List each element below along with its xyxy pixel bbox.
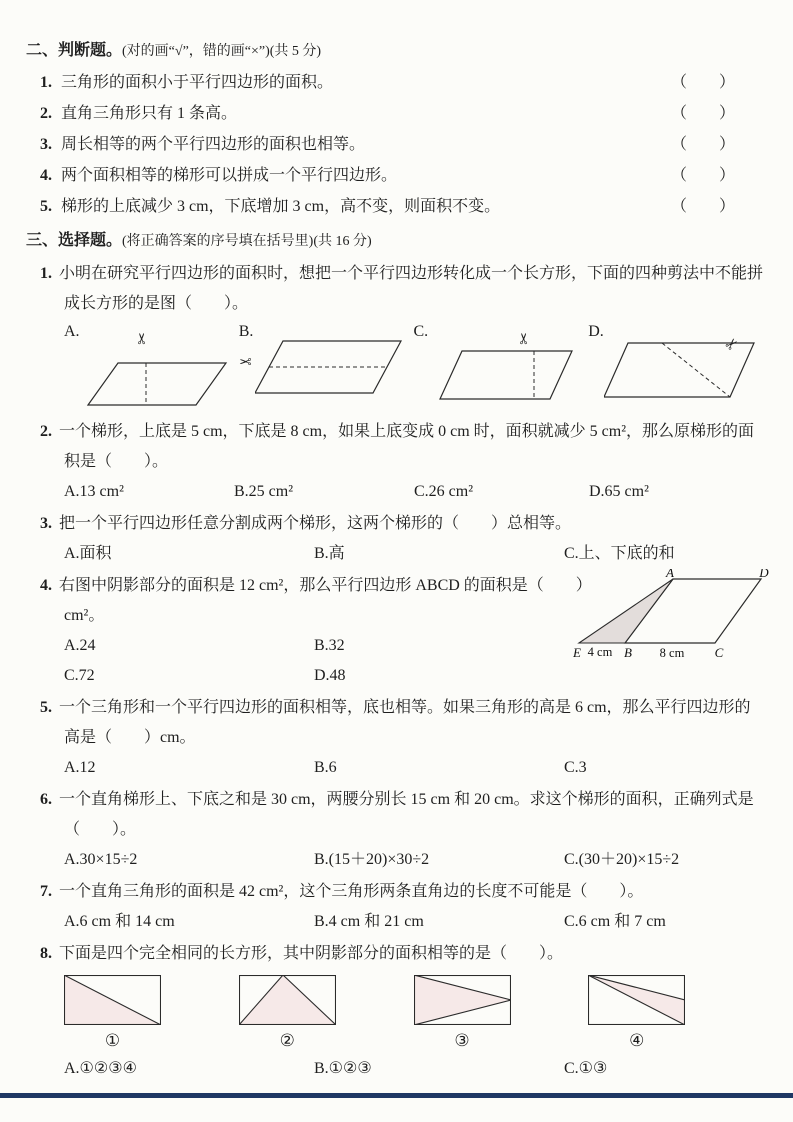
question-number: 7.	[40, 883, 52, 900]
question-5	[26, 693, 763, 753]
judgment-item-3	[40, 129, 763, 160]
question-number: 6.	[40, 791, 52, 808]
question-number: 8.	[40, 945, 52, 962]
option-c: C.3	[564, 759, 587, 776]
figure-label: C.	[413, 323, 429, 340]
scissors-icon: ✂	[238, 353, 252, 371]
answer-bracket: （ ）	[670, 167, 735, 184]
judgment-item-2	[40, 98, 763, 129]
rectangle-diagram-3	[414, 975, 511, 1025]
rectangle-diagram-2	[239, 975, 336, 1025]
item-number: 1.	[40, 74, 52, 91]
item-text: 两个面积相等的梯形可以拼成一个平行四边形。	[61, 167, 398, 184]
figure-label: D.	[588, 323, 604, 340]
question-text: 一个直角梯形上、下底之和是 30 cm，两腰分别长 15 cm 和 20 cm。求这个梯形的面积，正确列式是（ ）。	[59, 791, 754, 838]
scissors-icon: ✂	[514, 332, 533, 345]
parallelogram-diagram-b	[255, 329, 405, 413]
option-a: A.①②③④	[64, 1060, 137, 1077]
question-text: 小明在研究平行四边形的面积时，想把一个平行四边形转化成一个长方形，下面的四种剪法中不能拼成长方形的是图（ ）。	[59, 265, 764, 312]
answer-bracket: （ ）	[670, 74, 735, 91]
q4-diagram-container	[573, 569, 771, 663]
question-1-figures	[64, 321, 763, 415]
option-b: B.25 cm²	[234, 483, 294, 500]
question-number: 1.	[40, 265, 52, 282]
question-8-figures	[64, 975, 763, 1054]
item-number: 5.	[40, 198, 52, 215]
question-4	[26, 571, 616, 631]
option-c: C.①③	[564, 1060, 608, 1077]
item-text: 梯形的上底减少 3 cm，下底增加 3 cm，高不变，则面积不变。	[61, 198, 501, 215]
option-b: B.6	[314, 759, 337, 776]
figure-number: ①	[104, 1031, 121, 1050]
question-number: 2.	[40, 423, 52, 440]
vertex-label-b: B	[624, 645, 632, 660]
judgment-note: (对的画“√”，错的画“×”)(共 5 分)	[122, 44, 322, 59]
question-6-options	[64, 845, 763, 875]
rectangle-diagram-1	[64, 975, 161, 1025]
answer-bracket: （ ）	[670, 105, 735, 122]
scissors-icon: ✂	[721, 333, 743, 355]
question-8	[26, 939, 763, 969]
parallelogram-diagram-a	[80, 329, 230, 413]
option-c: C.6 cm 和 7 cm	[564, 913, 666, 930]
option-b: B.32	[314, 637, 345, 654]
item-number: 3.	[40, 136, 52, 153]
option-a: A.6 cm 和 14 cm	[64, 913, 175, 930]
question-2-options	[64, 477, 763, 507]
parallelogram-shaded-diagram	[573, 569, 771, 663]
question-4-block	[26, 569, 769, 691]
question-number: 5.	[40, 699, 52, 716]
question-3	[26, 509, 763, 539]
question-number: 3.	[40, 515, 52, 532]
item-text: 直角三角形只有 1 条高。	[61, 105, 238, 122]
figure-number: ③	[454, 1031, 470, 1050]
vertex-label-c: C	[714, 645, 724, 660]
judgment-item-4	[40, 160, 763, 191]
judgment-item-1	[40, 67, 763, 98]
judgment-item-5	[40, 191, 763, 222]
question-text: 一个梯形，上底是 5 cm，下底是 8 cm，如果上底变成 0 cm 时，面积就减少 5 cm²，那么原梯形的面积是（ ）。	[59, 423, 754, 470]
parallelogram-diagram-c	[430, 329, 580, 413]
option-b: B.高	[314, 545, 345, 562]
option-a: A.13 cm²	[64, 483, 124, 500]
q1-figure-c	[414, 321, 589, 415]
item-text: 周长相等的两个平行四边形的面积也相等。	[61, 136, 366, 153]
option-a: A.30×15÷2	[64, 851, 138, 868]
question-4-options-row2	[64, 661, 763, 691]
question-7-options	[64, 907, 763, 937]
item-number: 2.	[40, 105, 52, 122]
option-c: C.26 cm²	[414, 483, 474, 500]
question-text: 一个直角三角形的面积是 42 cm²，这个三角形两条直角边的长度不可能是（ ）。	[59, 883, 644, 900]
question-text: 把一个平行四边形任意分割成两个梯形，这两个梯形的（ ）总相等。	[59, 515, 572, 532]
option-d: D.48	[314, 667, 346, 684]
vertex-label-d: D	[759, 569, 769, 580]
figure-number: ②	[279, 1031, 295, 1050]
q8-figure-4	[588, 975, 763, 1054]
item-number: 4.	[40, 167, 52, 184]
vertex-label-e: E	[573, 645, 581, 660]
option-b: B.4 cm 和 21 cm	[314, 913, 424, 930]
choice-title: 三、选择题。	[26, 232, 123, 249]
vertex-label-a: A	[666, 569, 674, 580]
question-5-options	[64, 753, 763, 783]
answer-bracket: （ ）	[670, 136, 735, 153]
choice-note: (将正确答案的序号填在括号里)(共 16 分)	[122, 234, 372, 249]
length-label-4cm: 4 cm	[587, 645, 613, 659]
section-judgment-title	[26, 36, 763, 67]
question-3-options	[64, 539, 763, 569]
q1-figure-d	[588, 321, 763, 415]
question-7	[26, 877, 763, 907]
question-text: 下面是四个完全相同的长方形，其中阴影部分的面积相等的是（ ）。	[59, 945, 564, 962]
figure-number: ④	[629, 1031, 645, 1050]
q1-figure-a	[64, 321, 239, 415]
option-a: A.面积	[64, 545, 112, 562]
option-c: C.72	[64, 667, 95, 684]
question-text: 一个三角形和一个平行四边形的面积相等，底也相等。如果三角形的高是 6 cm，那么平行四边形的高是（ ）cm。	[59, 699, 751, 746]
question-text: 右图中阴影部分的面积是 12 cm²，那么平行四边形 ABCD 的面积是（ ）cm²。	[59, 577, 592, 624]
scissors-icon: ✂	[132, 332, 151, 345]
option-c: C.(30＋20)×15÷2	[564, 851, 680, 868]
question-8-options	[64, 1054, 763, 1084]
q8-figure-2	[239, 975, 414, 1054]
q8-figure-3	[414, 975, 589, 1054]
question-6	[26, 785, 763, 845]
parallelogram-diagram-d	[604, 329, 756, 413]
judgment-title: 二、判断题。	[26, 42, 123, 59]
section-choice-title	[26, 226, 763, 257]
question-1	[26, 259, 763, 319]
option-d: D.65 cm²	[589, 483, 649, 500]
length-label-8cm: 8 cm	[659, 646, 685, 660]
q1-figure-b	[239, 321, 414, 415]
answer-bracket: （ ）	[670, 198, 735, 215]
q8-figure-1	[64, 975, 239, 1054]
figure-label: A.	[64, 323, 80, 340]
item-text: 三角形的面积小于平行四边形的面积。	[61, 74, 334, 91]
question-number: 4.	[40, 577, 52, 594]
option-a: A.24	[64, 637, 96, 654]
question-2	[26, 417, 763, 477]
option-a: A.12	[64, 759, 96, 776]
rectangle-diagram-4	[588, 975, 685, 1025]
figure-label: B.	[238, 323, 254, 340]
footer-divider	[0, 1093, 793, 1098]
option-b: B.①②③	[314, 1060, 372, 1077]
option-c: C.上、下底的和	[564, 545, 675, 562]
option-b: B.(15＋20)×30÷2	[314, 851, 430, 868]
